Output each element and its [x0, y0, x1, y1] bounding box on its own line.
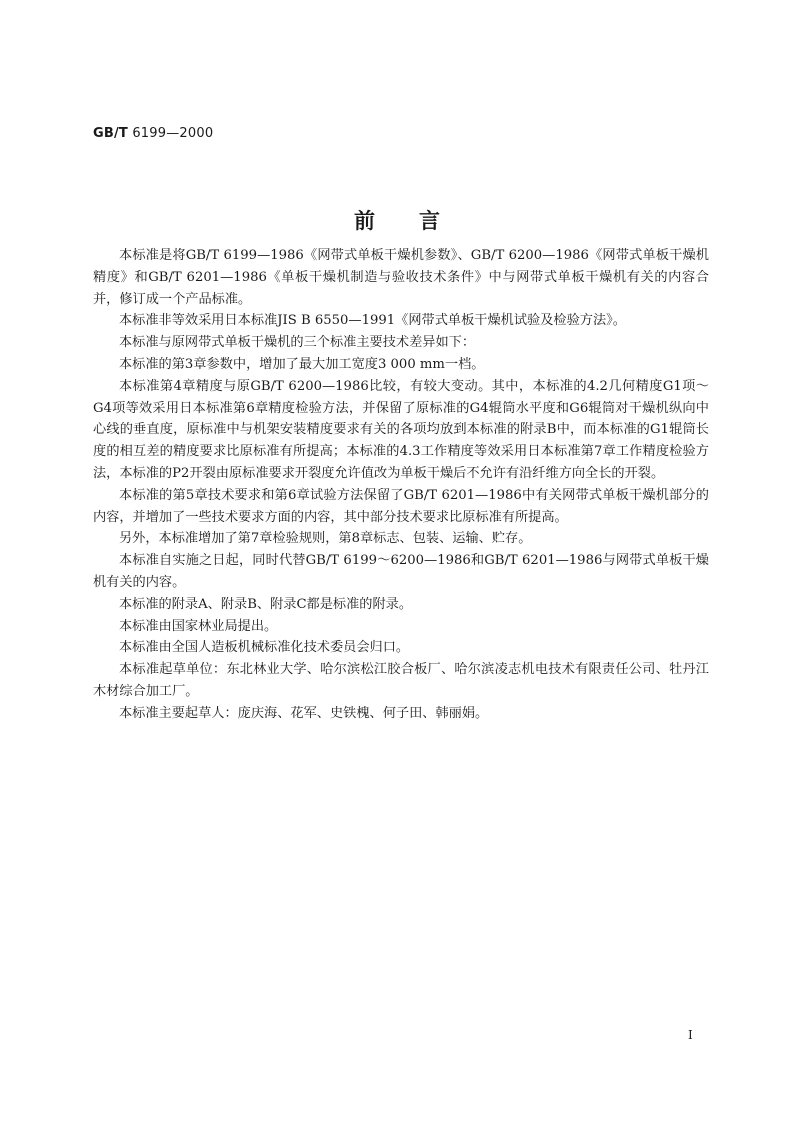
page-number: I — [688, 1028, 693, 1042]
paragraph: 本标准是将GB/T 6199—1986《网带式单板干燥机参数》、GB/T 6200—1986《网带式单板干燥机精度》和GB/T 6201—1986《单板干燥机制造与验收技术条件》中与网带式单板干燥机有关的内容合并，修订成一个产品标准。 — [93, 248, 709, 307]
paragraph: 本标准与原网带式单板干燥机的三个标准主要技术差异如下： — [119, 335, 476, 351]
standard-code — [93, 126, 213, 141]
paragraph: 本标准起草单位：东北林业大学、哈尔滨松江胶合板厂、哈尔滨凌志机电技术有限责任公司、牡丹江木材综合加工厂。 — [93, 662, 709, 699]
paragraph: 另外，本标准增加了第7章检验规则，第8章标志、包装、运输、贮存。 — [119, 531, 532, 547]
paragraph: 本标准主要起草人：庞庆海、花军、史铁槐、何子田、韩丽娟。 — [119, 705, 489, 721]
foreword-body — [93, 245, 709, 725]
page-title: 前言 — [354, 208, 484, 233]
paragraph: 本标准第4章精度与原GB/T 6200—1986比较，有较大变动。其中，本标准的4.2几何精度G1项～G4项等效采用日本标准第6章精度检验方法，并保留了原标准的G4辊筒水平度和G6辊筒对干燥机纵向中心线的垂直度，原标准中与机架安装精度要求有关的各项均放到本标准的附录B中，而本标准的G1辊筒长度的相互差的精度要求比原标准有所提高；本标准的4.3工作精度等效采用日本标准第7章工作精度检验方法，本标准的P2开裂由原标准要求开裂度允许值改为单板干燥后不允许有沿纤维方向全长的开裂。 — [93, 378, 709, 481]
paragraph: 本标准的第5章技术要求和第6章试验方法保留了GB/T 6201—1986中有关网带式单板干燥机部分的内容，并增加了一些技术要求方面的内容，其中部分技术要求比原标准有所提高。 — [93, 487, 709, 525]
paragraph: 本标准的第3章参数中，增加了最大加工宽度3 000 mm一档。 — [119, 356, 485, 372]
paragraph: 本标准由全国人造板机械标准化技术委员会归口。 — [119, 640, 410, 656]
paragraph: 本标准自实施之日起，同时代替GB/T 6199～6200—1986和GB/T 6201—1986与网带式单板干燥机有关的内容。 — [93, 553, 709, 590]
standard-code-prefix: GB/T — [93, 126, 128, 141]
standard-code-number: 6199—2000 — [128, 126, 214, 141]
paragraph: 本标准的附录A、附录B、附录C都是标准的附录。 — [119, 596, 413, 612]
paragraph: 本标准非等效采用日本标准JIS B 6550—1991《网带式单板干燥机试验及检验方法》。 — [119, 313, 626, 329]
paragraph: 本标准由国家林业局提出。 — [119, 618, 278, 634]
